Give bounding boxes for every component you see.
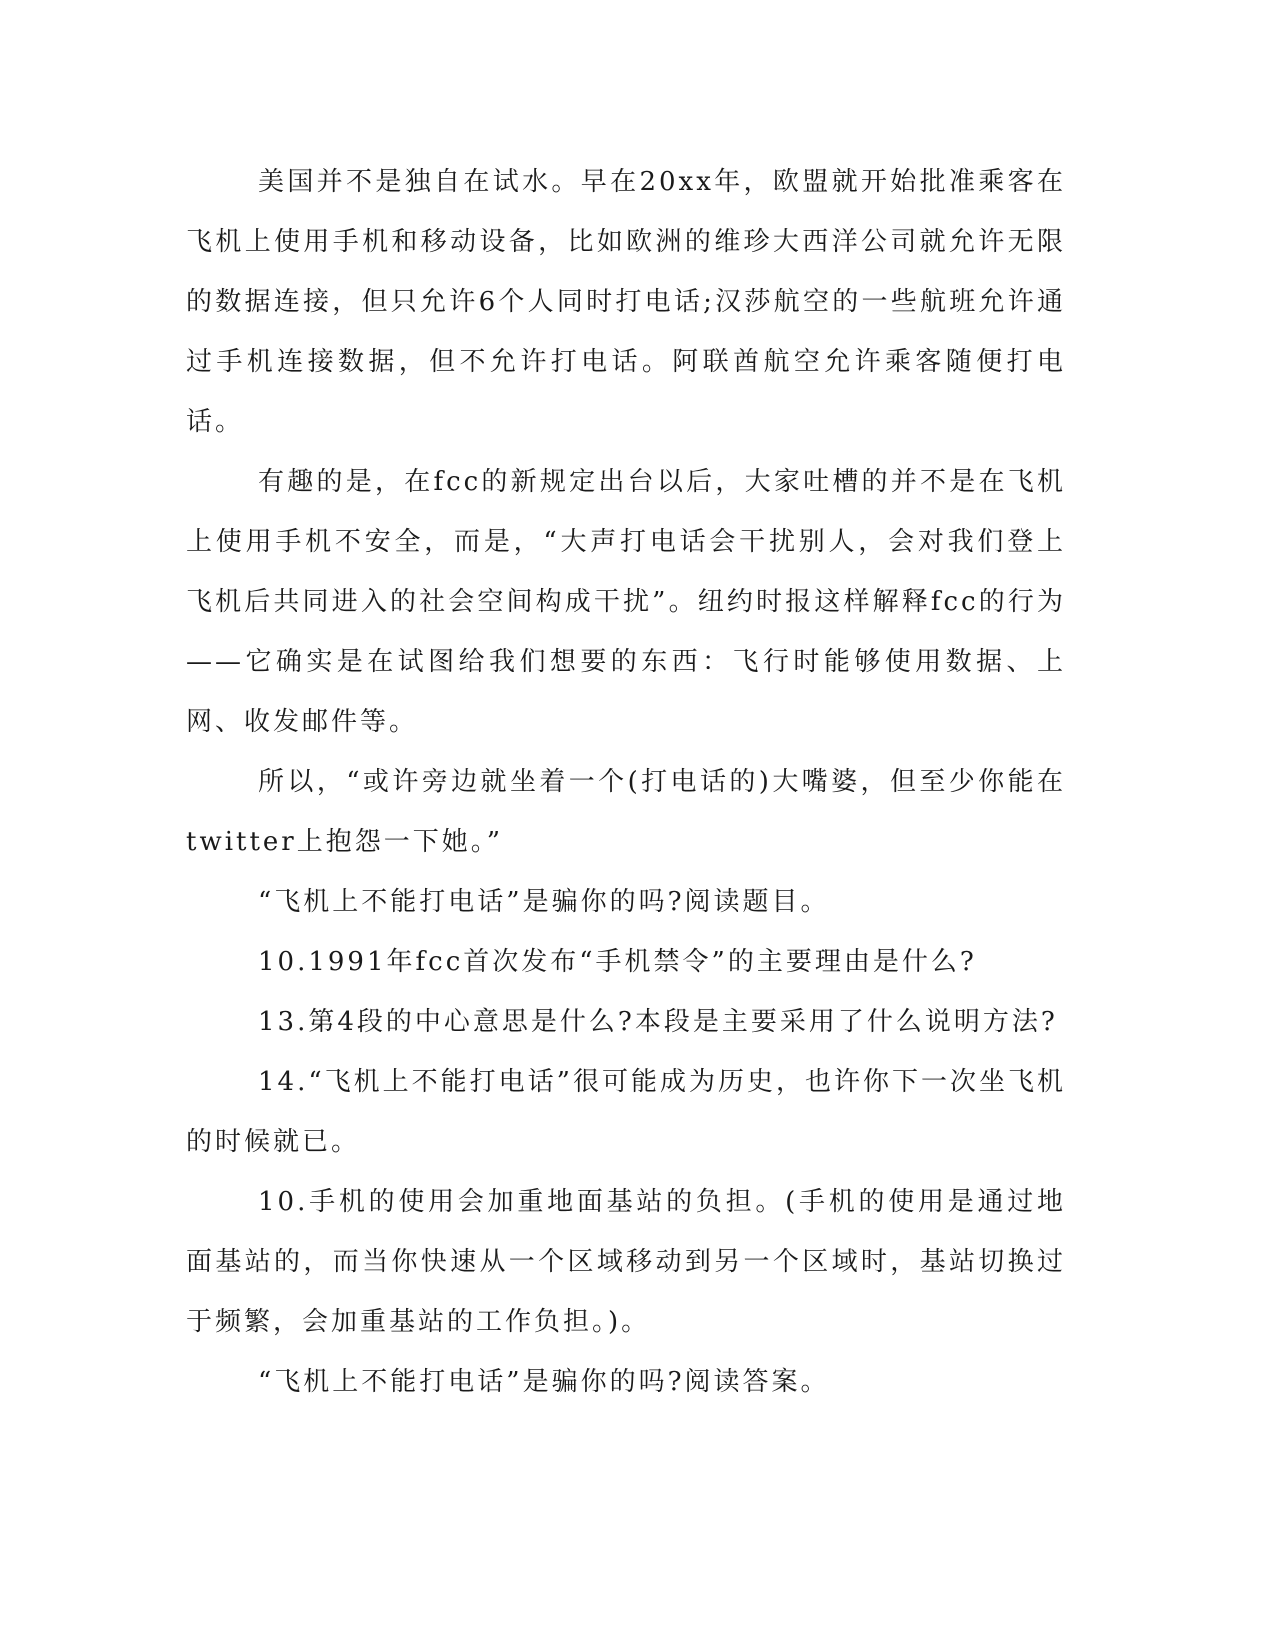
body-text <box>186 152 1066 1412</box>
paragraph-8: 10.手机的使用会加重地面基站的负担。(手机的使用是通过地面基站的，而当你快速从一个区域移动到另一个区域时，基站切换过于频繁，会加重基站的工作负担。)。 <box>186 1187 1066 1337</box>
paragraph-9: “飞机上不能打电话”是骗你的吗?阅读答案。 <box>258 1367 830 1397</box>
paragraph-3: 所以，“或许旁边就坐着一个(打电话的)大嘴婆，但至少你能在twitter上抱怨一下她。” <box>186 767 1066 857</box>
paragraph-5: 10.1991年fcc首次发布“手机禁令”的主要理由是什么? <box>258 947 977 977</box>
paragraph-2: 有趣的是，在fcc的新规定出台以后，大家吐槽的并不是在飞机上使用手机不安全，而是，“大声打电话会干扰别人，会对我们登上飞机后共同进入的社会空间构成干扰”。纽约时报这样解释fcc的行为——它确实是在试图给我们想要的东西：飞行时能够使用数据、上网、收发邮件等。 <box>186 467 1066 737</box>
paragraph-1: 美国并不是独自在试水。早在20xx年，欧盟就开始批准乘客在飞机上使用手机和移动设备，比如欧洲的维珍大西洋公司就允许无限的数据连接，但只允许6个人同时打电话;汉莎航空的一些航班允许通过手机连接数据，但不允许打电话。阿联酋航空允许乘客随便打电话。 <box>186 167 1066 437</box>
paragraph-6: 13.第4段的中心意思是什么?本段是主要采用了什么说明方法? <box>258 1007 1058 1037</box>
paragraph-4: “飞机上不能打电话”是骗你的吗?阅读题目。 <box>258 887 830 917</box>
paragraph-7: 14.“飞机上不能打电话”很可能成为历史，也许你下一次坐飞机的时候就已。 <box>186 1067 1066 1157</box>
